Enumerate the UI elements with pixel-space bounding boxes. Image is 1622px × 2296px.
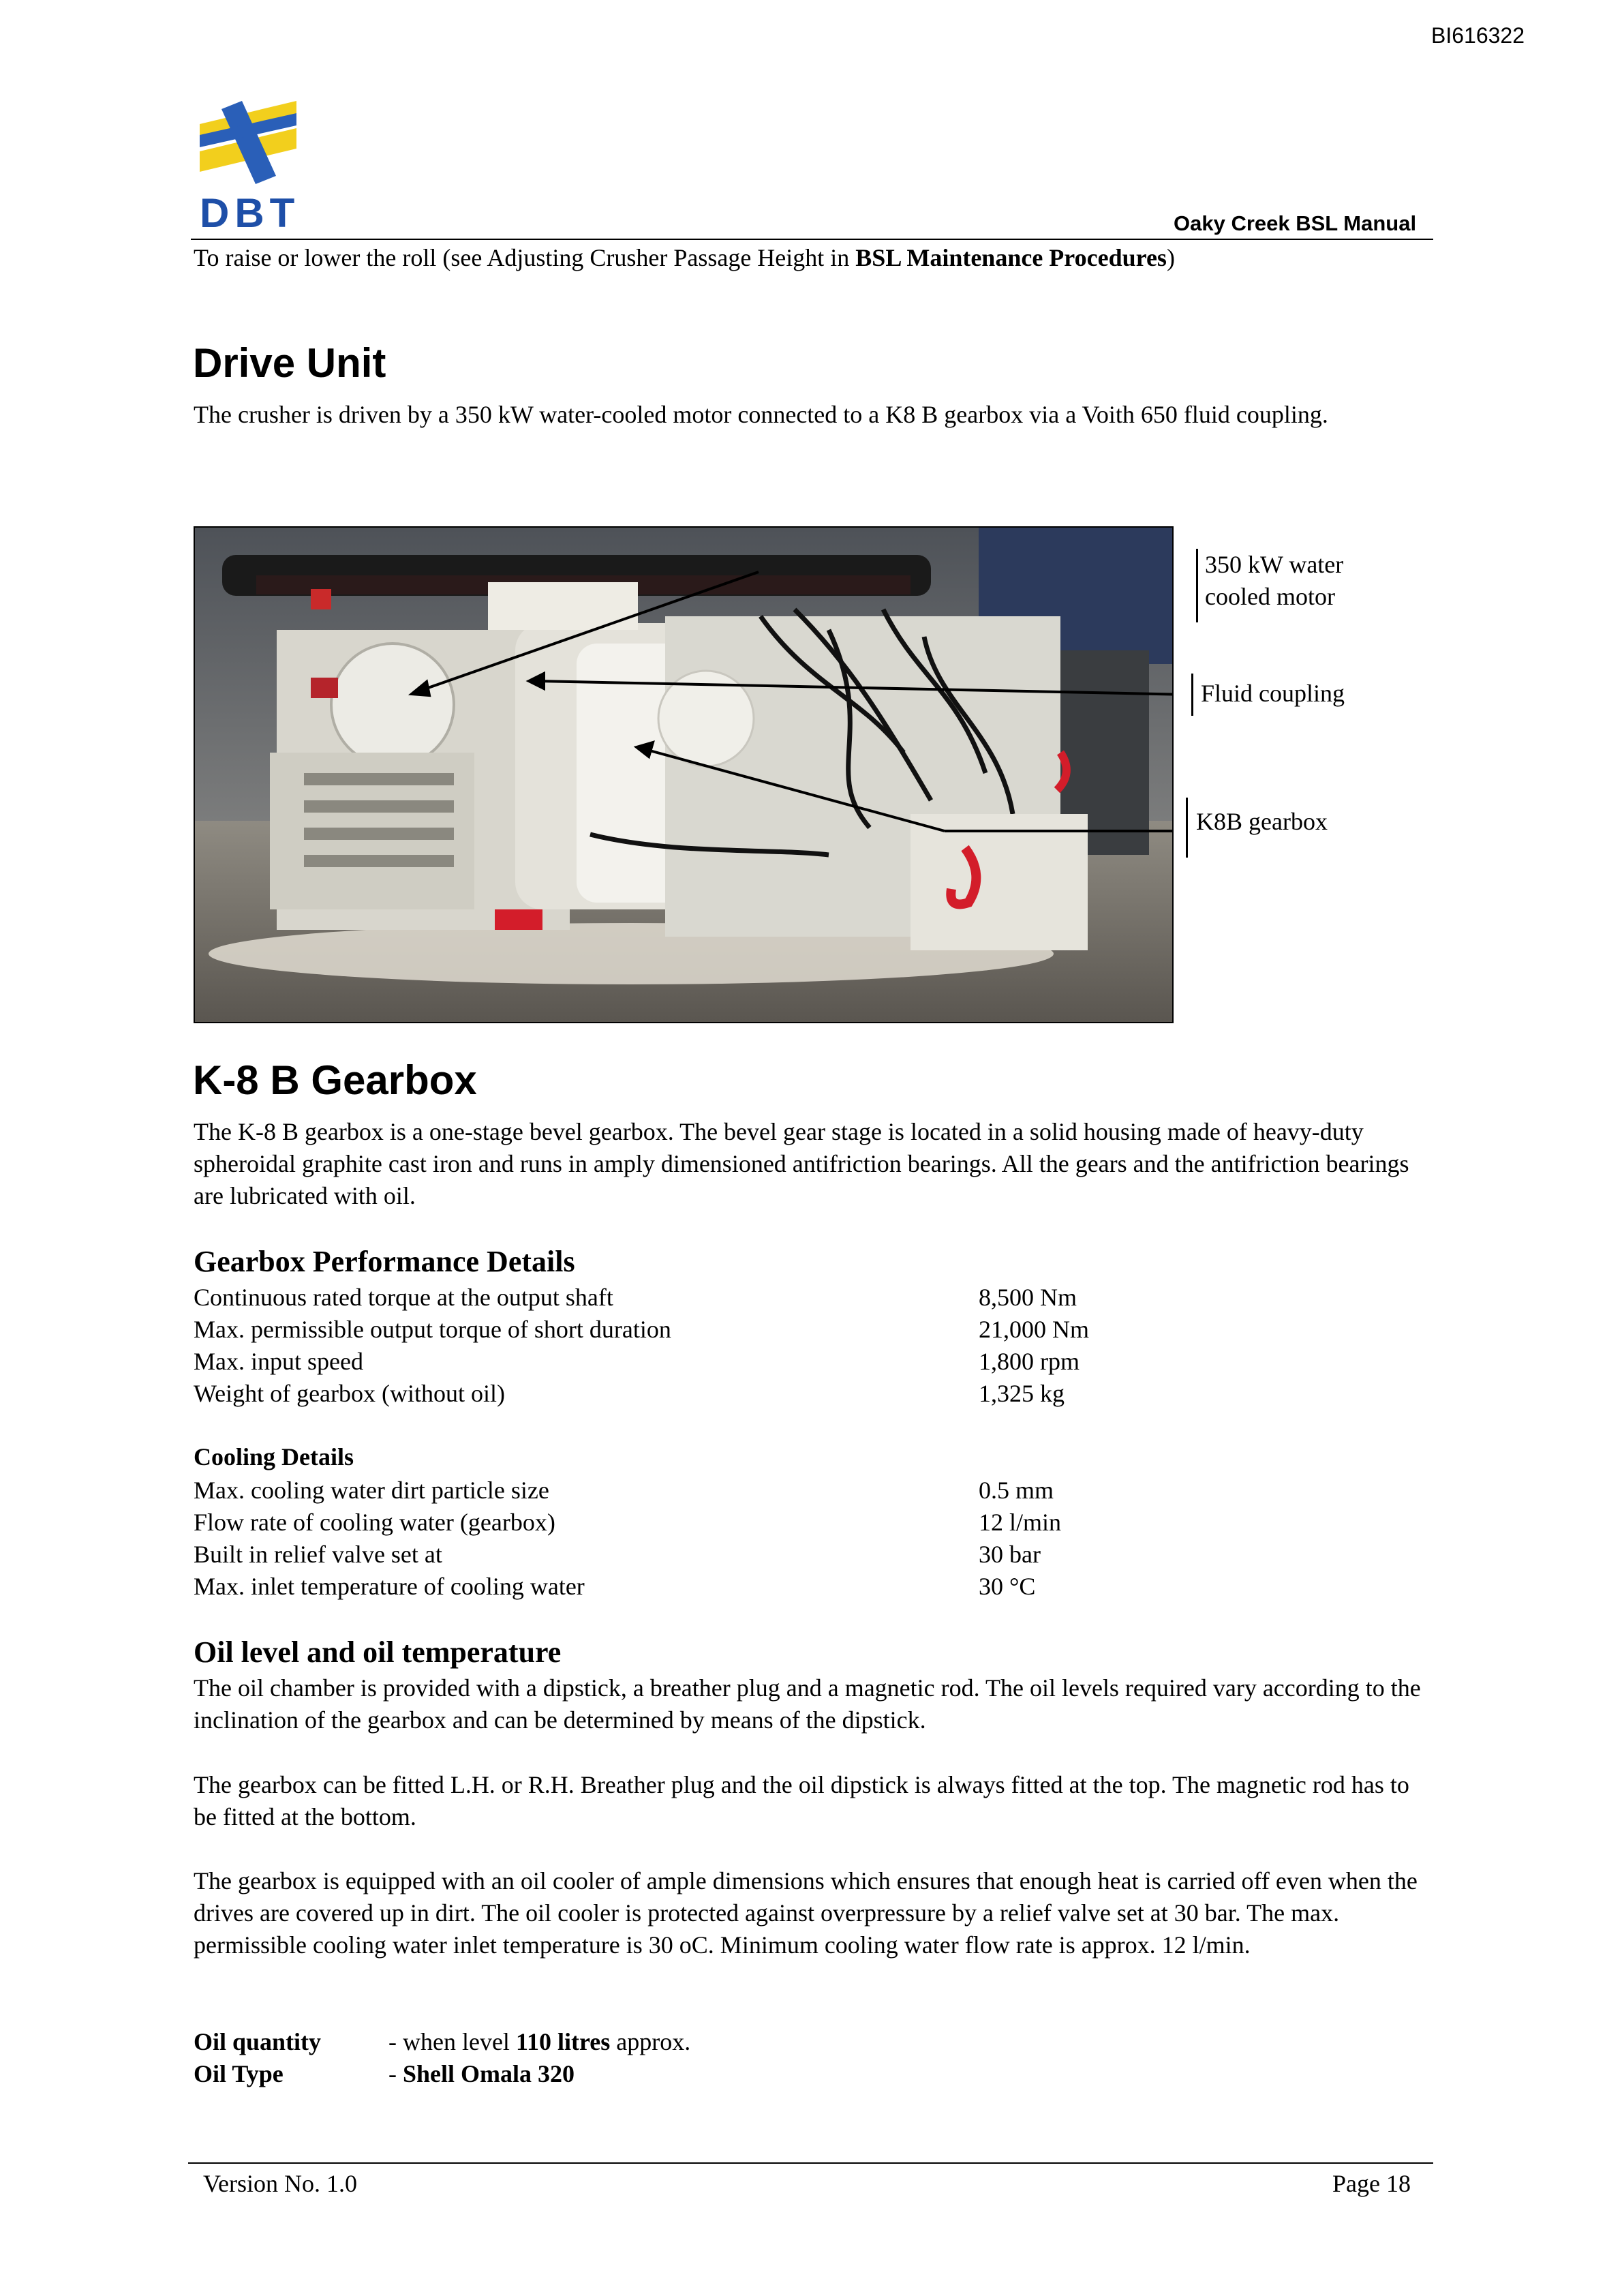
motor-callout-line2: cooled motor	[1205, 583, 1335, 610]
cooling-label: Flow rate of cooling water (gearbox)	[194, 1509, 555, 1536]
logo-mark-icon	[194, 95, 303, 184]
oil-quantity-label-text: Oil quantity	[194, 2028, 322, 2055]
spec-value: 21,000 Nm	[979, 1316, 1089, 1343]
oil-quantity-post: approx.	[610, 2028, 691, 2055]
cooling-row	[194, 1475, 1216, 1507]
drive-unit-photo	[194, 526, 1174, 1023]
oil-quantity-value	[388, 2026, 690, 2058]
footer-version: Version No. 1.0	[203, 2170, 357, 2197]
drive-unit-heading: Drive Unit	[193, 340, 386, 386]
spec-label: Continuous rated torque at the output shaft	[194, 1284, 613, 1311]
motor-callout	[1205, 549, 1343, 613]
spec-value: 1,800 rpm	[979, 1348, 1080, 1375]
drive-unit-paragraph: The crusher is driven by a 350 kW water-cooled motor connected to a K8 B gearbox via a Voith 650 fluid coupling.	[194, 401, 1328, 428]
oil-type-label	[194, 2058, 284, 2090]
spec-label: Max. input speed	[194, 1348, 363, 1375]
spec-value: 8,500 Nm	[979, 1284, 1077, 1311]
oil-type-value	[388, 2058, 575, 2090]
footer-page-number: Page 18	[1332, 2170, 1411, 2197]
intro-reference: BSL Maintenance Procedures	[855, 244, 1167, 271]
spec-row	[194, 1314, 1216, 1346]
motor-callout-line1: 350 kW water	[1205, 551, 1344, 578]
coupling-callout: Fluid coupling	[1201, 680, 1345, 707]
gearbox-paragraph: The K-8 B gearbox is a one-stage bevel gearbox. The bevel gear stage is located in a solid housing made of heavy-duty spheroidal graphite cast iron and runs in amply dimensioned antifriction bearings. All the gears and the antifriction bearings are lubricated with oil.	[194, 1118, 1409, 1209]
cooling-value: 12 l/min	[979, 1509, 1062, 1536]
performance-heading: Gearbox Performance Details	[194, 1245, 575, 1278]
intro-text-end: )	[1166, 244, 1175, 271]
cooling-row	[194, 1571, 1216, 1603]
oil-type-name: Shell Omala 320	[403, 2060, 575, 2087]
oil-paragraph-1: The oil chamber is provided with a dipstick, a breather plug and a magnetic rod. The oil levels required vary according to the inclination of the gearbox and can be determined by means of the dipstick.	[194, 1674, 1421, 1734]
oil-type-pre: -	[388, 2060, 403, 2087]
oil-type-label-text: Oil Type	[194, 2060, 284, 2087]
motor-callout-bracket	[1196, 549, 1198, 622]
spec-row	[194, 1346, 1216, 1378]
cooling-row	[194, 1507, 1216, 1539]
cooling-label: Max. cooling water dirt particle size	[194, 1477, 549, 1504]
cooling-label: Built in relief valve set at	[194, 1541, 442, 1568]
intro-paragraph	[194, 242, 1175, 274]
oil-quantity-pre: - when level	[388, 2028, 516, 2055]
spec-label: Max. permissible output torque of short duration	[194, 1316, 671, 1343]
dbt-logo	[194, 95, 303, 239]
logo-text: DBT	[200, 190, 301, 236]
cooling-label: Max. inlet temperature of cooling water	[194, 1573, 585, 1600]
cooling-value: 30 bar	[979, 1541, 1041, 1568]
cooling-value: 30 °C	[979, 1573, 1036, 1600]
spec-value: 1,325 kg	[979, 1380, 1065, 1407]
header-divider	[191, 239, 1433, 240]
document-id: BI616322	[1431, 23, 1525, 48]
machinery-photo-illustration	[195, 528, 1172, 1022]
gearbox-heading: K-8 B Gearbox	[193, 1057, 477, 1103]
cooling-row	[194, 1539, 1216, 1571]
spec-row	[194, 1282, 1216, 1314]
oil-quantity-label	[194, 2026, 321, 2058]
oil-quantity-amount: 110 litres	[515, 2028, 611, 2055]
spec-label: Weight of gearbox (without oil)	[194, 1380, 505, 1407]
oil-paragraph-2: The gearbox can be fitted L.H. or R.H. Breather plug and the oil dipstick is always fitted at the top. The magnetic rod has to be fitted at the bottom.	[194, 1771, 1409, 1830]
coupling-callout-bracket	[1191, 674, 1193, 716]
footer-divider	[188, 2162, 1433, 2164]
oil-paragraph-3: The gearbox is equipped with an oil cooler of ample dimensions which ensures that enough heat is carried off even when the drives are covered up in dirt. The oil cooler is protected against overpressure by a relief valve set at 30 bar. The max. permissible cooling water inlet temperature is 30 oC. Minimum cooling water flow rate is approx. 12 l/min.	[194, 1867, 1418, 1959]
cooling-value: 0.5 mm	[979, 1477, 1054, 1504]
intro-text: To raise or lower the roll (see Adjusting Crusher Passage Height in	[194, 244, 856, 271]
oil-heading: Oil level and oil temperature	[194, 1635, 562, 1669]
spec-row	[194, 1378, 1216, 1410]
gearbox-callout: K8B gearbox	[1196, 808, 1328, 835]
cooling-heading: Cooling Details	[194, 1443, 354, 1470]
manual-title: Oaky Creek BSL Manual	[1174, 211, 1417, 235]
gearbox-callout-bracket	[1186, 798, 1188, 858]
